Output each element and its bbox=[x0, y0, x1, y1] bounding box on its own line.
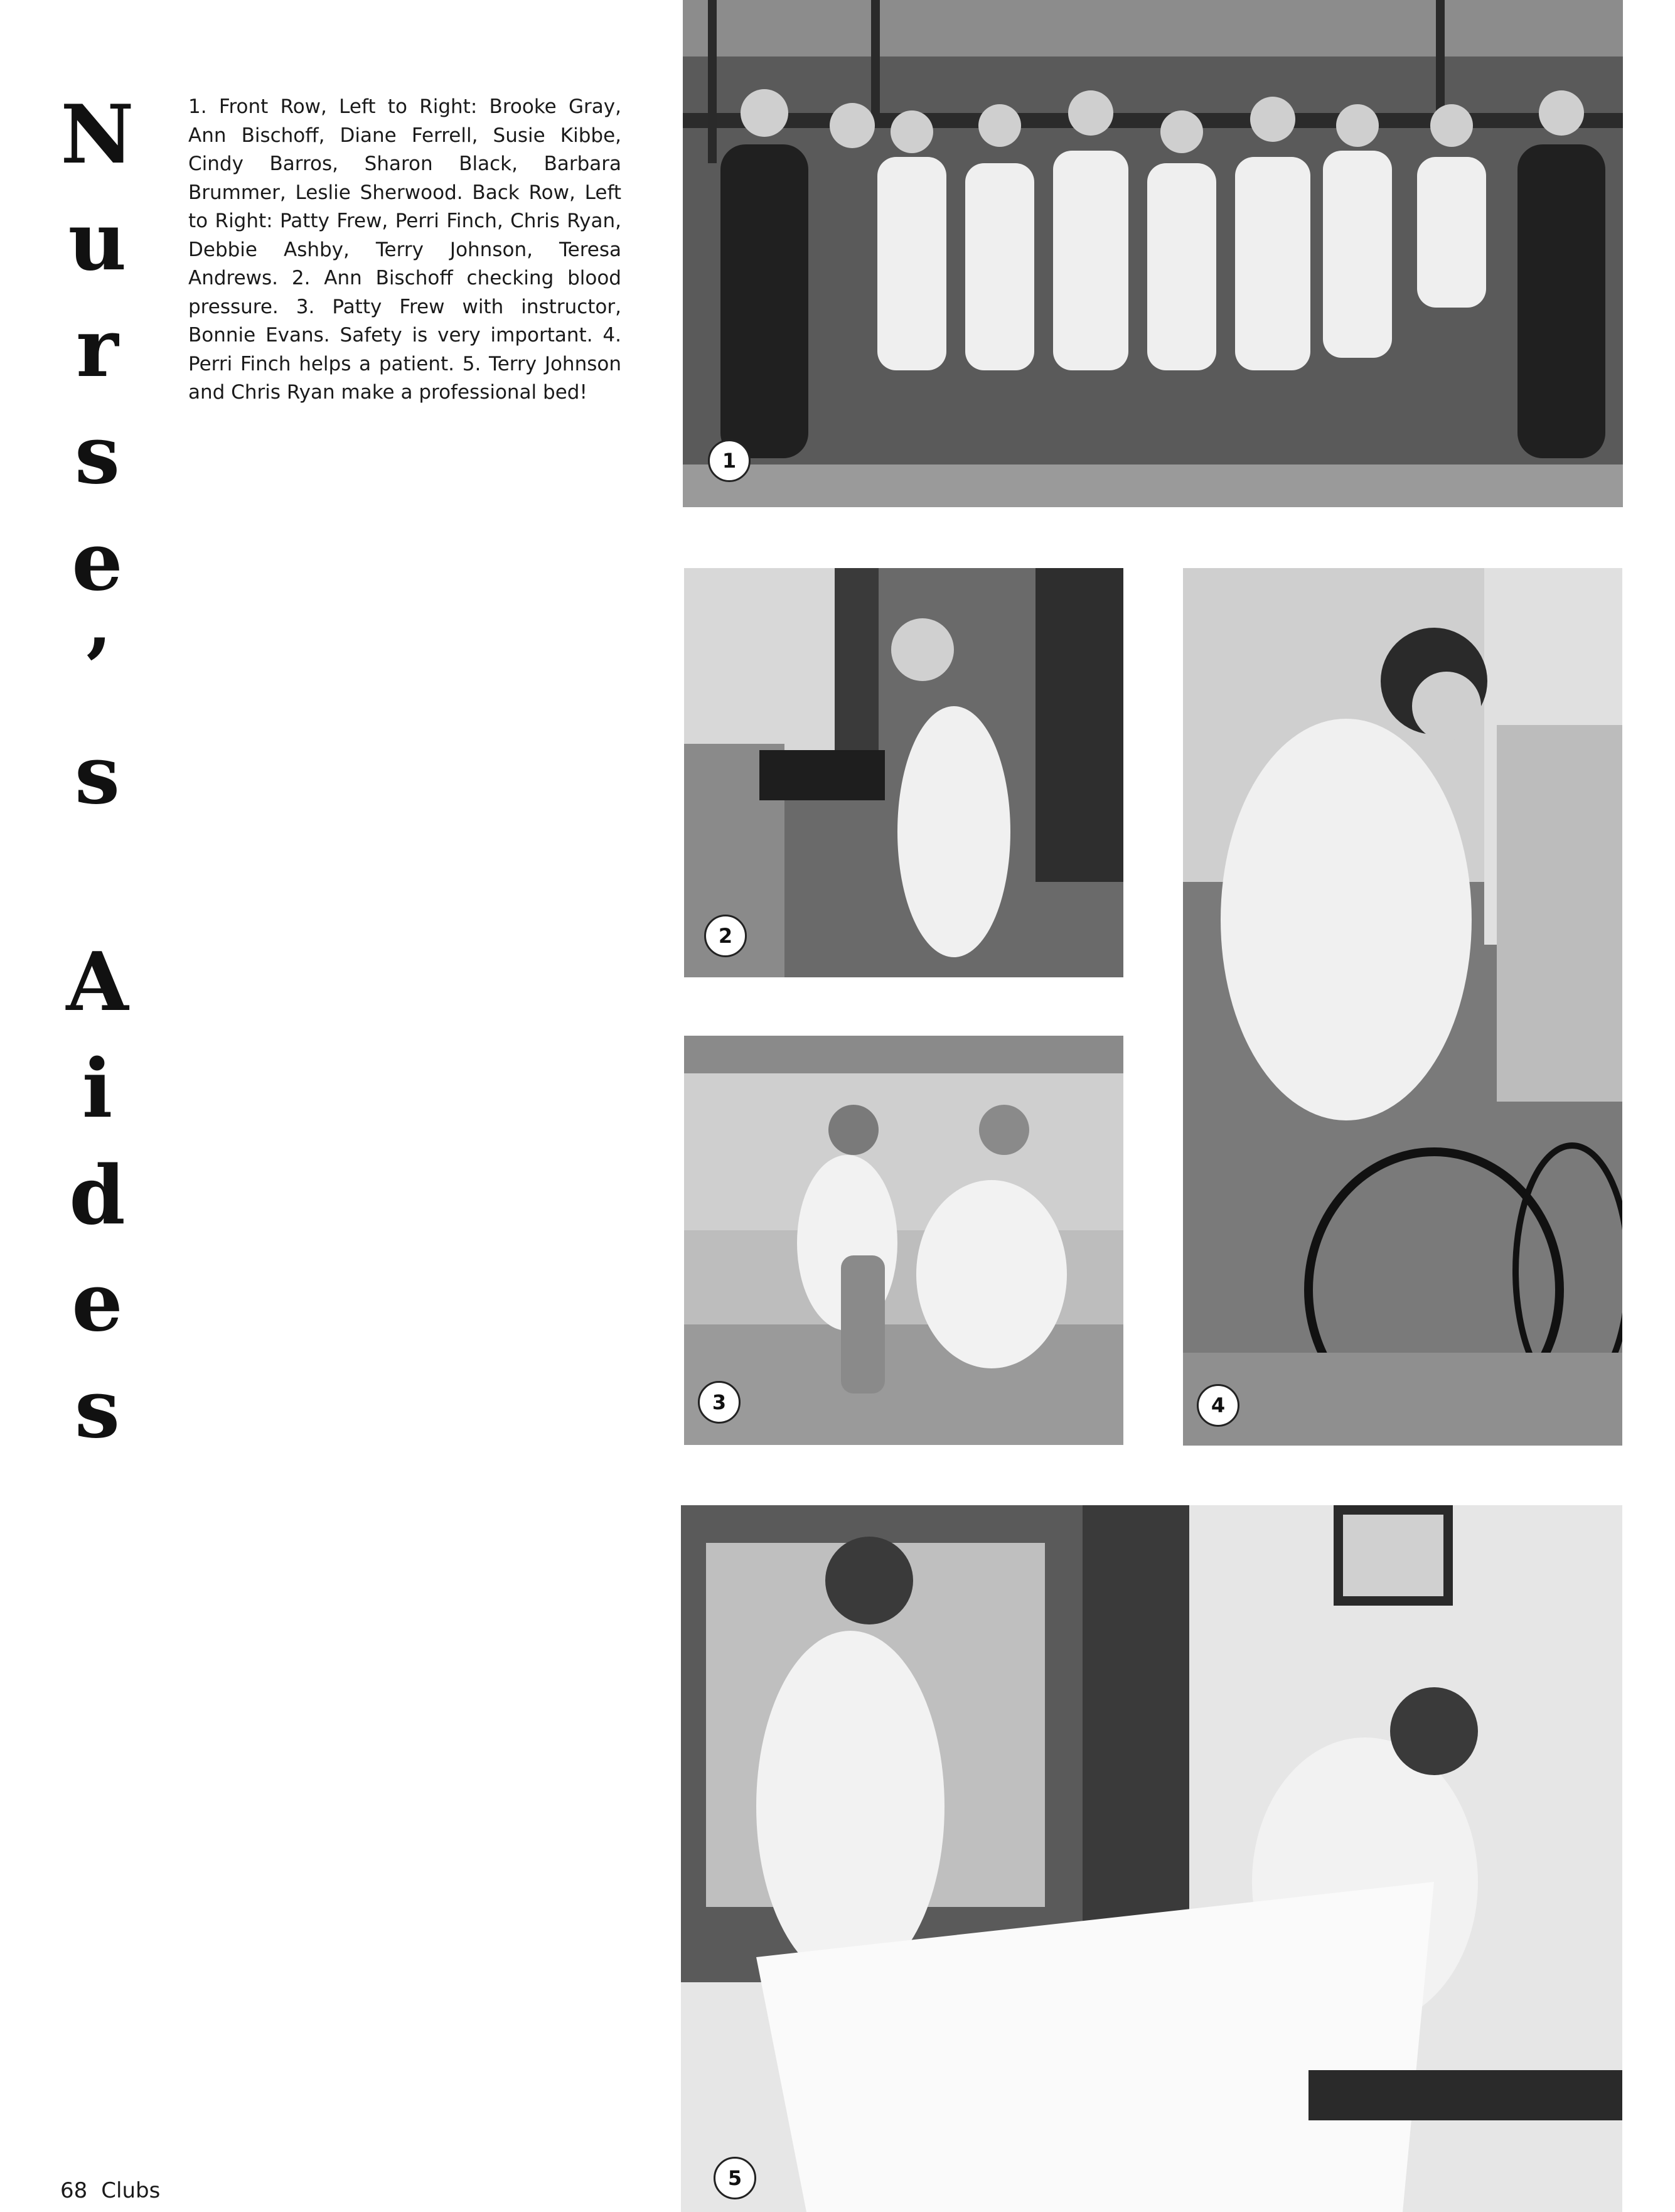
title-letter: s bbox=[74, 408, 120, 502]
patient-help-photo-image bbox=[1183, 568, 1622, 1446]
title-letter: s bbox=[74, 728, 120, 822]
page-number: 68 bbox=[60, 2178, 88, 2203]
photo-bed-making bbox=[681, 1505, 1622, 2212]
title-letter: N bbox=[60, 88, 134, 182]
title-letter: r bbox=[76, 301, 119, 395]
title-letter: A bbox=[66, 935, 129, 1029]
photo-group bbox=[683, 0, 1623, 507]
safety-photo-image bbox=[684, 1036, 1123, 1445]
title-word-gap bbox=[38, 829, 157, 929]
group-photo-image bbox=[683, 0, 1623, 507]
title-letter: ’ bbox=[83, 621, 112, 716]
bed-making-photo-image bbox=[681, 1505, 1622, 2212]
title-letter: i bbox=[82, 1042, 113, 1136]
photo-number-badge: 5 bbox=[714, 2157, 756, 2199]
photo-number-badge: 1 bbox=[708, 439, 751, 482]
photo-patient-help bbox=[1183, 568, 1622, 1446]
photo-safety bbox=[684, 1036, 1123, 1445]
page-title bbox=[38, 82, 157, 1463]
title-letter: e bbox=[72, 1255, 123, 1350]
title-letter: e bbox=[72, 515, 123, 609]
title-letter: s bbox=[74, 1362, 120, 1456]
photo-blood-pressure bbox=[684, 568, 1123, 977]
page-footer bbox=[60, 2178, 160, 2203]
section-name: Clubs bbox=[101, 2178, 161, 2203]
photo-number-badge: 2 bbox=[704, 915, 747, 957]
photo-caption: 1. Front Row, Left to Right: Brooke Gray, Ann Bischoff, Diane Ferrell, Susie Kibbe, Cindy Barros, Sharon Black, Barbara Brummer, Leslie Sherwood. Back Row, Left to Right: Patty Frew, Perri Finch, Chris Ryan, Debbie Ashby, Terry Johnson, Teresa Andrews. 2. Ann Bischoff checking blood pressure. 3. Patty Frew with instructor, Bonnie Evans. Safety is very important. 4. Perri Finch helps a patient. 5. Terry Johnson and Chris Ryan make a professional bed! bbox=[188, 95, 621, 404]
photo-number-badge: 4 bbox=[1197, 1384, 1239, 1427]
blood-pressure-photo-image bbox=[684, 568, 1123, 977]
title-letter: u bbox=[68, 195, 127, 289]
title-letter: d bbox=[69, 1149, 126, 1243]
photo-number-badge: 3 bbox=[698, 1381, 741, 1424]
